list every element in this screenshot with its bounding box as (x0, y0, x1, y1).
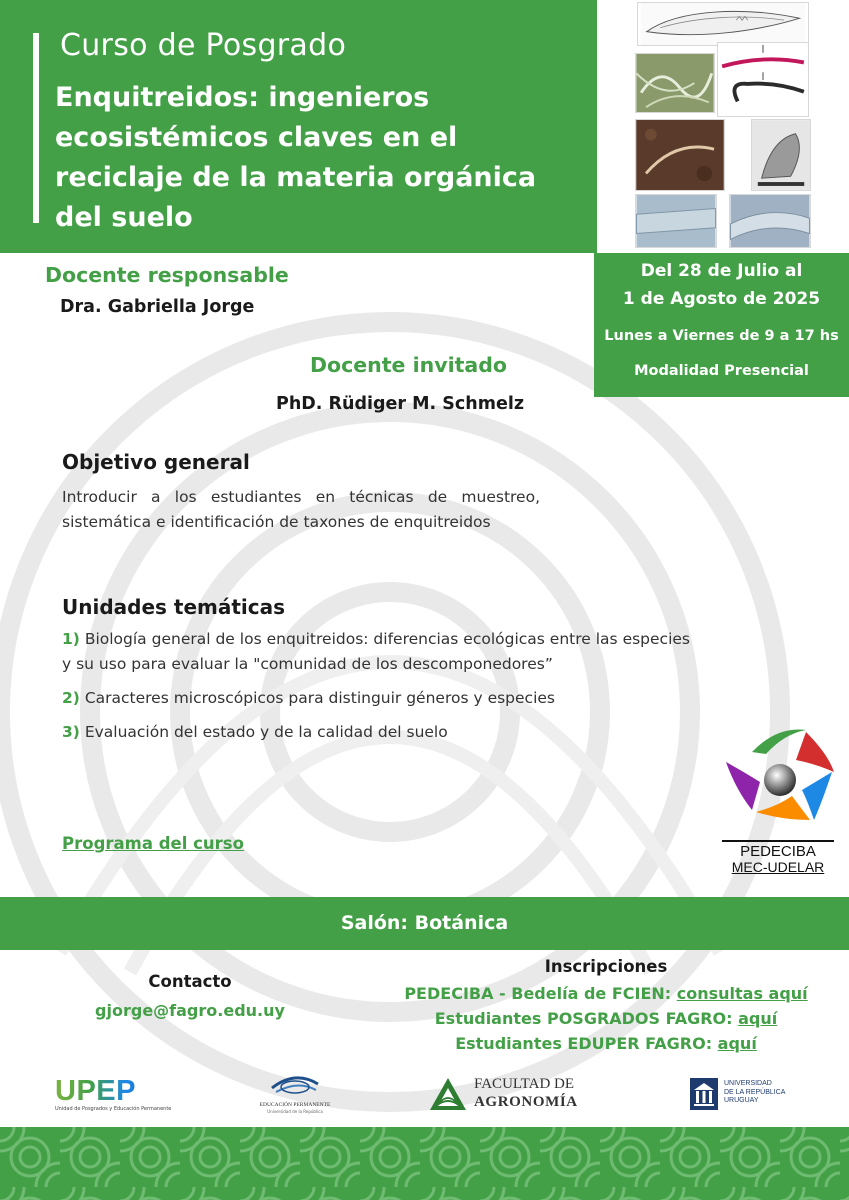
microscope-photo-2 (729, 194, 811, 248)
upep-name: UPEP (55, 1076, 155, 1106)
pedeciba-name: PEDECIBA (740, 843, 816, 860)
contact-section (85, 972, 295, 1020)
responsible-teacher-heading: Docente responsable (45, 263, 289, 287)
unit-item-2 (62, 686, 690, 711)
agronomia-line-1: FACULTAD DE (474, 1076, 575, 1092)
upep-logo (55, 1075, 172, 1113)
unit-item-1 (62, 627, 690, 677)
date-line-1: Del 28 de Julio al (640, 261, 803, 281)
registration-line-2 (395, 1006, 817, 1031)
agronomia-emblem-icon (430, 1078, 466, 1110)
registration-heading: Inscripciones (544, 957, 668, 976)
course-title: Enquitreidos: ingenieros ecosistémicos claves en el reciclaje de la materia orgánica del suelo (55, 82, 537, 233)
udelar-building-icon (690, 1078, 718, 1110)
footer-pattern-band (0, 1127, 849, 1200)
schedule-box (594, 253, 849, 397)
udelar-text (724, 1080, 785, 1106)
salon-banner: Salón: Botánica (0, 897, 849, 950)
worm-in-soil-photo (635, 119, 725, 191)
registration-label: Estudiantes EDUPER FAGRO: (455, 1034, 718, 1053)
pedeciba-star-icon (722, 724, 834, 834)
schedule-hours: Lunes a Viernes de 9 a 17 hs (604, 328, 839, 344)
udelar-line-2: DE LA REPÚBLICA (724, 1088, 786, 1096)
udelar-line-1: UNIVERSIDAD (724, 1080, 772, 1087)
agronomia-line-2: AGRONOMÍA (474, 1094, 578, 1110)
stained-worm-photo (717, 42, 809, 117)
eduper-registration-link[interactable]: aquí (717, 1034, 757, 1053)
electron-microscope-photo (751, 119, 811, 191)
worms-in-water-photo (635, 53, 715, 113)
udelar-line-3: URUGUAY (724, 1097, 759, 1104)
unit-number: 1) (62, 630, 80, 648)
registration-label: PEDECIBA - Bedelía de FCIEN: (404, 984, 677, 1003)
objective-text: Introducir a los estudiantes en técnicas de muestreo, sistemática e identificación de taxones de enquitreidos (62, 488, 540, 531)
responsible-teacher-name: Dra. Gabriella Jorge (60, 297, 255, 317)
unit-text: Evaluación del estado y de la calidad del suelo (84, 723, 448, 741)
contact-heading: Contacto (148, 972, 232, 991)
guest-teacher-name: PhD. Rüdiger M. Schmelz (276, 394, 525, 414)
unit-number: 2) (62, 689, 80, 707)
course-program-link[interactable]: Programa del curso (62, 834, 244, 853)
registration-line-1 (395, 981, 817, 1006)
units-heading: Unidades temáticas (62, 595, 286, 619)
pedeciba-registration-link[interactable]: consultas aquí (676, 984, 808, 1003)
educacion-permanente-name: EDUCACIÓN PERMANENTE (259, 1102, 331, 1108)
guest-teacher-heading: Docente invitado (310, 353, 507, 377)
unit-number: 3) (62, 723, 80, 741)
schedule-modality: Modalidad Presencial (634, 363, 809, 379)
posgrados-registration-link[interactable]: aquí (738, 1009, 778, 1028)
unit-text: Caracteres microscópicos para distinguir géneros y especies (84, 689, 555, 707)
header-banner (0, 0, 597, 253)
educacion-permanente-swirl-icon (268, 1072, 322, 1098)
header-accent-bar (33, 33, 39, 223)
footer-pattern (0, 1127, 849, 1200)
objective-heading: Objetivo general (62, 450, 250, 474)
pedeciba-subtitle: MEC-UDELAR (731, 859, 825, 875)
registration-line-3 (395, 1031, 817, 1056)
course-type: Curso de Posgrado (60, 28, 347, 63)
pedeciba-logo (722, 724, 834, 876)
worm-drawing-image (637, 2, 809, 46)
unit-text: Biología general de los enquitreidos: diferencias ecológicas entre las especies y su uso para evaluar la "comunidad de los descomponedores” (62, 630, 690, 673)
educacion-permanente-subtitle: Universidad de la República (267, 1109, 323, 1114)
educacion-permanente-logo (253, 1072, 337, 1115)
upep-subtitle: Unidad de Posgrados y Educación Permanente (55, 1106, 172, 1112)
facultad-agronomia-logo (430, 1076, 600, 1112)
contact-email[interactable]: gjorge@fagro.edu.uy (95, 1001, 285, 1020)
registration-section (395, 957, 817, 1056)
registration-label: Estudiantes POSGRADOS FAGRO: (434, 1009, 739, 1028)
date-line-2: 1 de Agosto de 2025 (622, 289, 821, 309)
microscope-photo-1 (635, 194, 717, 248)
photo-collage (597, 0, 849, 253)
udelar-logo (690, 1076, 790, 1112)
unit-item-3 (62, 720, 690, 745)
